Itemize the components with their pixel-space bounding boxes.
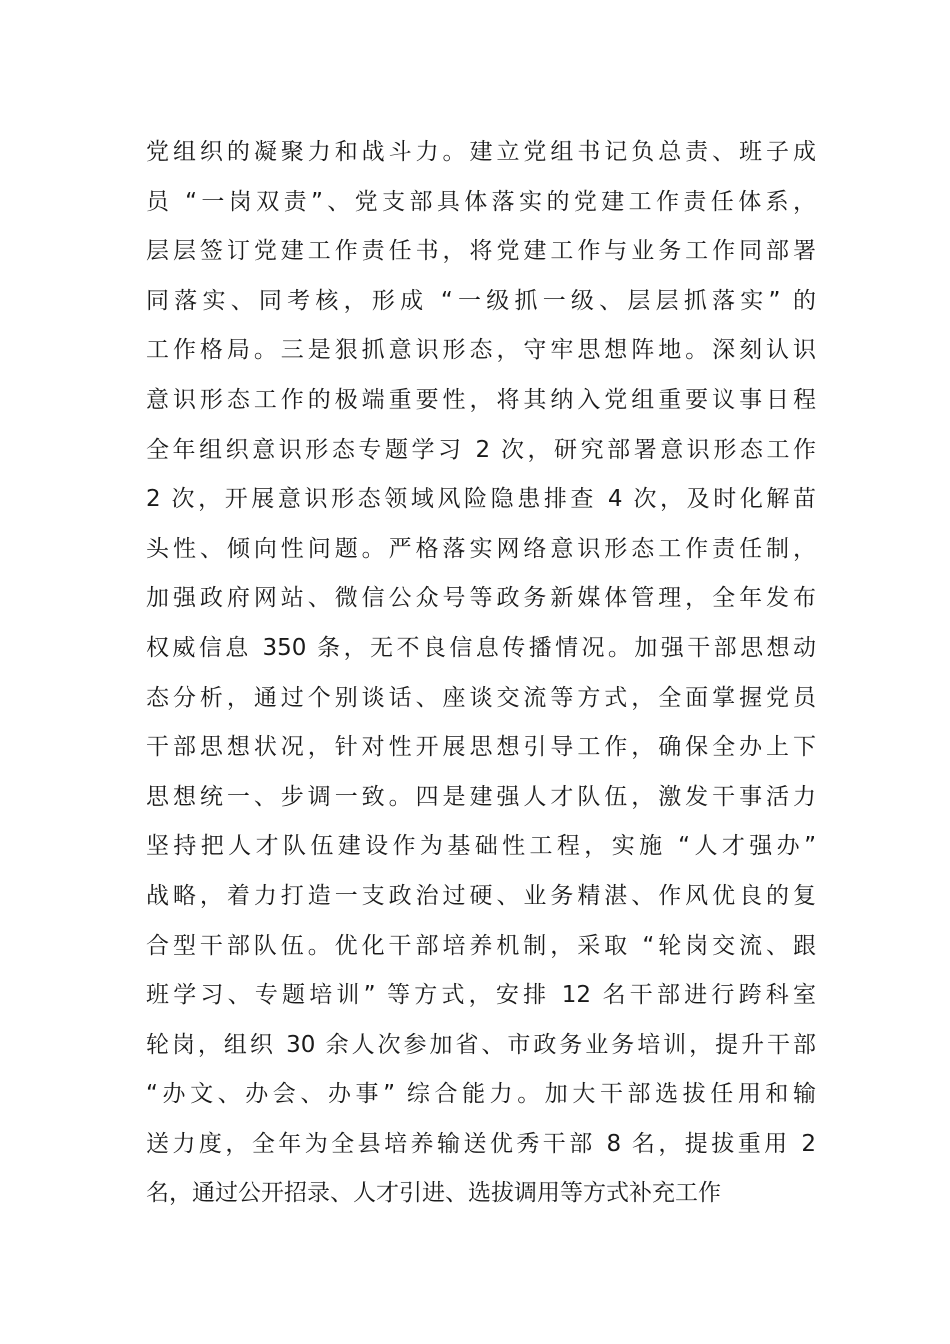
text-line: 层层签订党建工作责任书，将党建工作与业务工作同部署 — [146, 238, 816, 265]
text-line: 班学习、专题培训” 等方式，安排 12 名干部进行跨科室 — [146, 982, 816, 1009]
text-line: 工作格局。三是狠抓意识形态，守牢思想阵地。深刻认识 — [146, 337, 816, 364]
body-paragraph — [146, 128, 816, 1219]
text-line: 员 “一岗双责”、党支部具体落实的党建工作责任体系， — [146, 188, 816, 215]
text-line: “办文、办会、办事” 综合能力。加大干部选拔任用和输 — [146, 1081, 816, 1108]
text-line: 态分析，通过个别谈话、座谈交流等方式，全面掌握党员 — [146, 684, 816, 711]
text-line: 思想统一、步调一致。四是建强人才队伍，激发干事活力 — [146, 783, 816, 810]
text-line: 头性、倾向性问题。严格落实网络意识形态工作责任制， — [146, 535, 816, 562]
text-line: 同落实、同考核，形成 “一级抓一级、层层抓落实” 的 — [146, 287, 816, 314]
text-line: 意识形态工作的极端重要性，将其纳入党组重要议事日程 — [146, 386, 816, 413]
text-line: 全年组织意识形态专题学习 2 次，研究部署意识形态工作 — [146, 436, 816, 463]
text-line: 党组织的凝聚力和战斗力。建立党组书记负总责、班子成 — [146, 139, 816, 165]
text-line: 加强政府网站、微信公众号等政务新媒体管理，全年发布 — [146, 585, 816, 612]
text-line: 干部思想状况，针对性开展思想引导工作，确保全办上下 — [146, 734, 816, 761]
text-line: 合型干部队伍。优化干部培养机制，采取 “轮岗交流、跟 — [146, 932, 816, 959]
text-line: 名，通过公开招录、人才引进、选拔调用等方式补充工作 — [146, 1180, 721, 1207]
text-line: 2 次，开展意识形态领域风险隐患排查 4 次，及时化解苗 — [146, 486, 816, 513]
text-line: 权威信息 350 条，无不良信息传播情况。加强干部思想动 — [146, 634, 816, 661]
text-line: 送力度，全年为全县培养输送优秀干部 8 名，提拔重用 2 — [146, 1130, 816, 1157]
text-line: 坚持把人才队伍建设作为基础性工程，实施 “人才强办” — [146, 833, 816, 860]
text-line: 轮岗，组织 30 余人次参加省、市政务业务培训，提升干部 — [146, 1031, 816, 1058]
text-line: 战略，着力打造一支政治过硬、业务精湛、作风优良的复 — [146, 882, 816, 909]
